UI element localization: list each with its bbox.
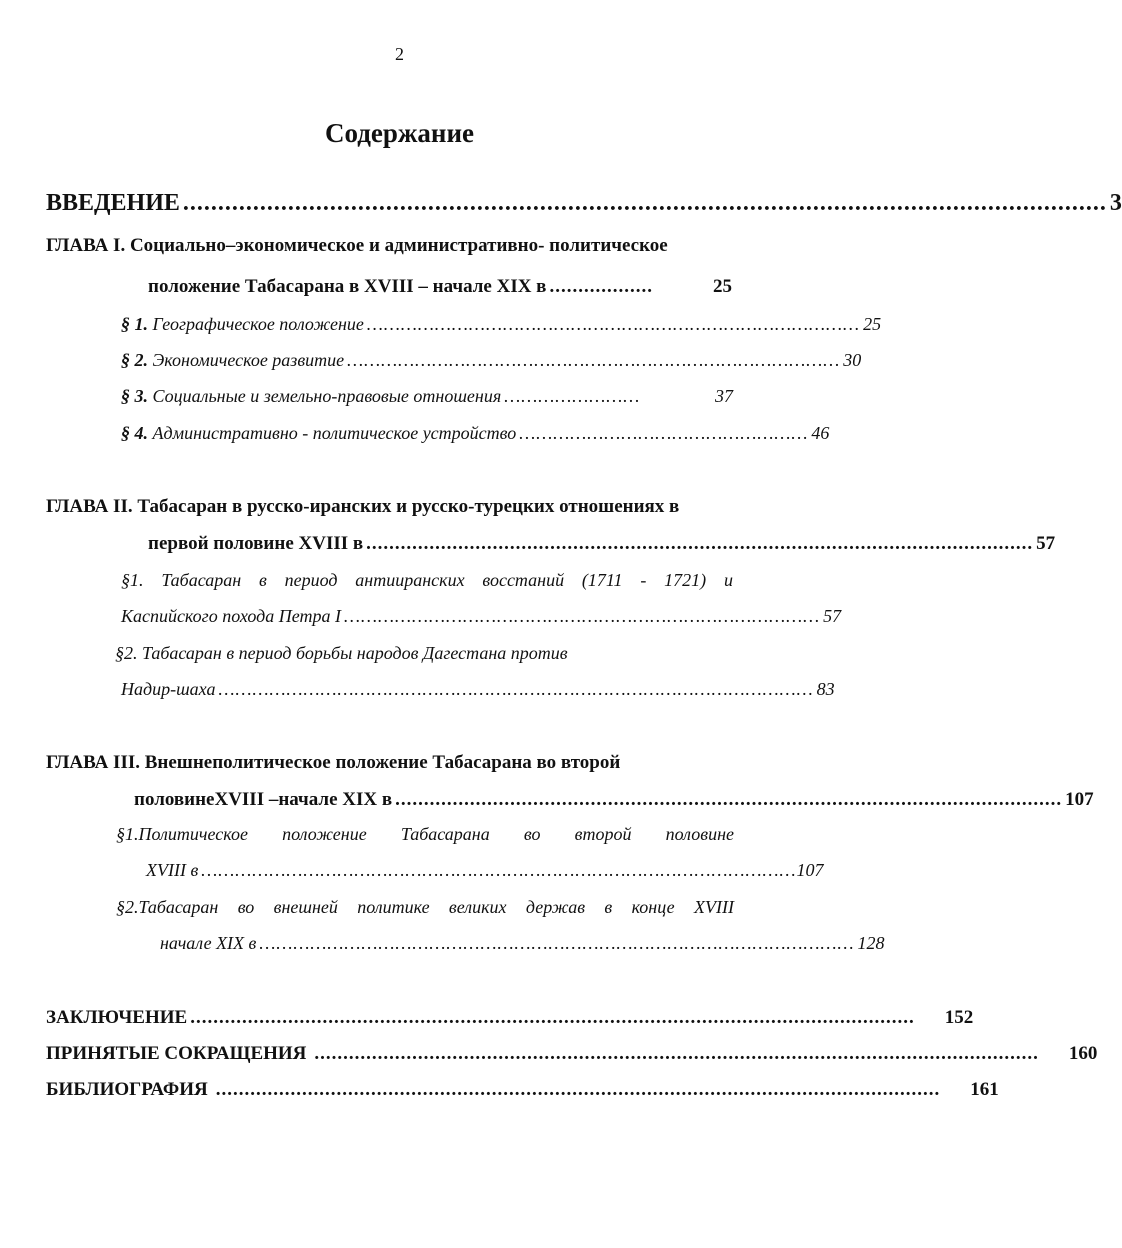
leader-dots: .................................................................................................................... xyxy=(395,789,1063,810)
toc-section xyxy=(121,350,862,371)
toc-section-cont xyxy=(121,606,842,627)
toc-page: 128 xyxy=(857,933,885,953)
leader-dots: ………………………………………………………………………… xyxy=(343,606,821,626)
toc-page: 83 xyxy=(816,679,835,699)
leader-dots: …………………………………………………………………………… xyxy=(366,314,861,334)
leader-dots: .................................................................................................................................... xyxy=(182,190,1107,216)
leader-dots: .................................................................................................................... xyxy=(366,533,1034,554)
leader-dots: …………………………………………………………………………………………… xyxy=(259,933,855,953)
toc-section-line: §1. Табасаран в период антииранских восстаний (1711 - 1721) и xyxy=(121,570,733,590)
toc-page: 152 xyxy=(944,1007,974,1028)
chapter-1-heading-cont xyxy=(148,276,732,298)
toc-section xyxy=(121,386,733,407)
chapter-3-heading: ГЛАВА III. Внешнеполитическое положение Табасарана во второй xyxy=(46,752,621,773)
toc-section xyxy=(121,423,830,444)
toc-page: 25 xyxy=(863,314,882,334)
leader-dots: …………………………………………………………………………………………… xyxy=(201,860,797,880)
toc-page: 57 xyxy=(1036,533,1056,554)
toc-section-cont xyxy=(146,860,824,881)
toc-section-line: §2.Табасаран во внешней политике великих держав в конце XVIII xyxy=(116,897,734,917)
leader-dots: …………………………………………………………………………………………… xyxy=(218,679,814,699)
toc-page: 57 xyxy=(823,606,842,626)
toc-page: 160 xyxy=(1068,1043,1098,1064)
section-title: Надир-шаха xyxy=(121,679,216,699)
toc-label: ВВЕДЕНИЕ xyxy=(46,190,180,216)
section-title: XVIII в xyxy=(146,860,199,880)
section-number: § 3. xyxy=(121,386,148,406)
toc-label: положение Табасарана в XVIII – начале XIX в xyxy=(148,276,547,297)
leader-dots: …………………………………………… xyxy=(519,423,809,443)
toc-page: 107 xyxy=(796,860,824,880)
leader-dots: .................. xyxy=(549,276,653,297)
toc-section-line: §1.Политическое положение Табасарана во второй половине xyxy=(116,824,734,844)
toc-page: 30 xyxy=(843,350,862,370)
leader-dots: .............................................................................................................................. xyxy=(190,1007,915,1028)
toc-section xyxy=(121,314,882,335)
section-number: § 4. xyxy=(121,423,148,443)
toc-entry-bibliography xyxy=(46,1079,999,1101)
toc-page: 3 xyxy=(1109,190,1122,216)
leader-dots: …………………… xyxy=(504,386,641,406)
section-title: Административно - политическое устройство xyxy=(152,423,517,443)
toc-page: 161 xyxy=(970,1079,999,1100)
toc-page: 46 xyxy=(811,423,830,443)
toc-section-cont xyxy=(160,933,885,954)
section-title: Географическое положение xyxy=(152,314,364,334)
toc-entry-abbreviations xyxy=(46,1043,1098,1065)
toc-page: 37 xyxy=(715,386,733,406)
toc-label: ЗАКЛЮЧЕНИЕ xyxy=(46,1007,188,1028)
toc-label: половинеXVIII –начале XIX в xyxy=(134,789,393,810)
toc-label: первой половине XVIII в xyxy=(148,533,364,554)
chapter-1-heading: ГЛАВА I. Социально–экономическое и административно- политическое xyxy=(46,235,668,256)
toc-section-line: §2. Табасаран в период борьбы народов Дагестана против xyxy=(115,643,568,663)
toc-page: 107 xyxy=(1065,789,1094,810)
section-number: § 2. xyxy=(121,350,148,370)
chapter-3-heading-cont xyxy=(134,789,1094,811)
toc-section-cont xyxy=(121,679,835,700)
leader-dots: .............................................................................................................................. xyxy=(215,1079,941,1100)
toc-label: БИБЛИОГРАФИЯ xyxy=(46,1079,208,1100)
toc-label: ПРИНЯТЫЕ СОКРАЩЕНИЯ xyxy=(46,1043,307,1064)
page-title: Содержание xyxy=(324,118,475,148)
section-title: начале XIX в xyxy=(160,933,257,953)
leader-dots: .............................................................................................................................. xyxy=(314,1043,1039,1064)
section-title: Экономическое развитие xyxy=(152,350,345,370)
leader-dots: …………………………………………………………………………… xyxy=(347,350,841,370)
section-title: Каспийского похода Петра I xyxy=(121,606,341,626)
page-number: 2 xyxy=(395,44,404,64)
toc-page: 25 xyxy=(713,276,732,297)
toc-entry-intro xyxy=(46,190,1122,217)
chapter-2-heading: ГЛАВА II. Табасаран в русско-иранских и русско-турецких отношениях в xyxy=(46,496,680,517)
section-number: § 1. xyxy=(121,314,148,334)
chapter-2-heading-cont xyxy=(148,533,1056,555)
toc-entry-conclusion xyxy=(46,1007,974,1029)
section-title: Социальные и земельно-правовые отношения xyxy=(152,386,502,406)
